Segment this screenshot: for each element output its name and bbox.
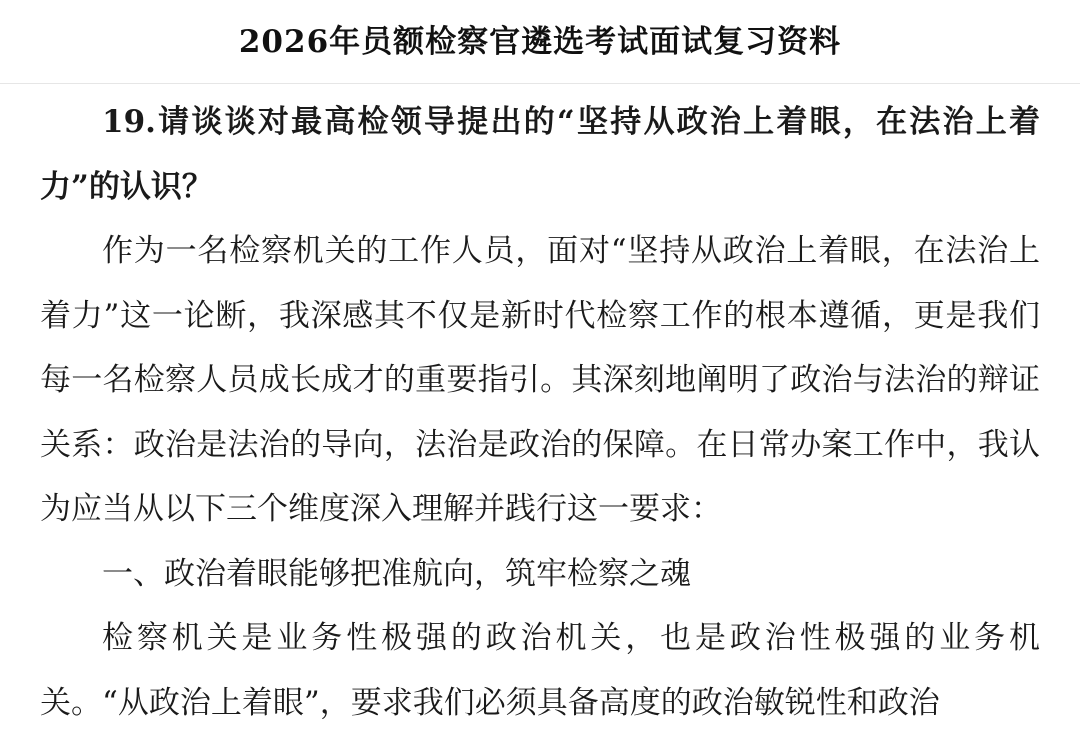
question-paragraph: 19.请谈谈对最高检领导提出的“坚持从政治上着眼，在法治上着力”的认识？ — [40, 104, 1040, 205]
document-body — [40, 90, 1040, 735]
document-title: 2026年员额检察官遴选考试面试复习资料 — [238, 24, 842, 60]
section-paragraph: 检察机关是业务性极强的政治机关，也是政治性极强的业务机关。“从政治上着眼”，要求我们必须具备高度的政治敏锐性和政治 — [40, 620, 1040, 721]
section-heading: 一、政治着眼能够把准航向，筑牢检察之魂 — [102, 555, 691, 592]
document-header — [0, 0, 1080, 84]
intro-paragraph: 作为一名检察机关的工作人员，面对“坚持从政治上着眼，在法治上着力”这一论断，我深感其不仅是新时代检察工作的根本遵循，更是我们每一名检察人员成长成才的重要指引。其深刻地阐明了政治与法治的辩证关系：政治是法治的导向，法治是政治的保障。在日常办案工作中，我认为应当从以下三个维度深入理解并践行这一要求： — [40, 233, 1040, 527]
